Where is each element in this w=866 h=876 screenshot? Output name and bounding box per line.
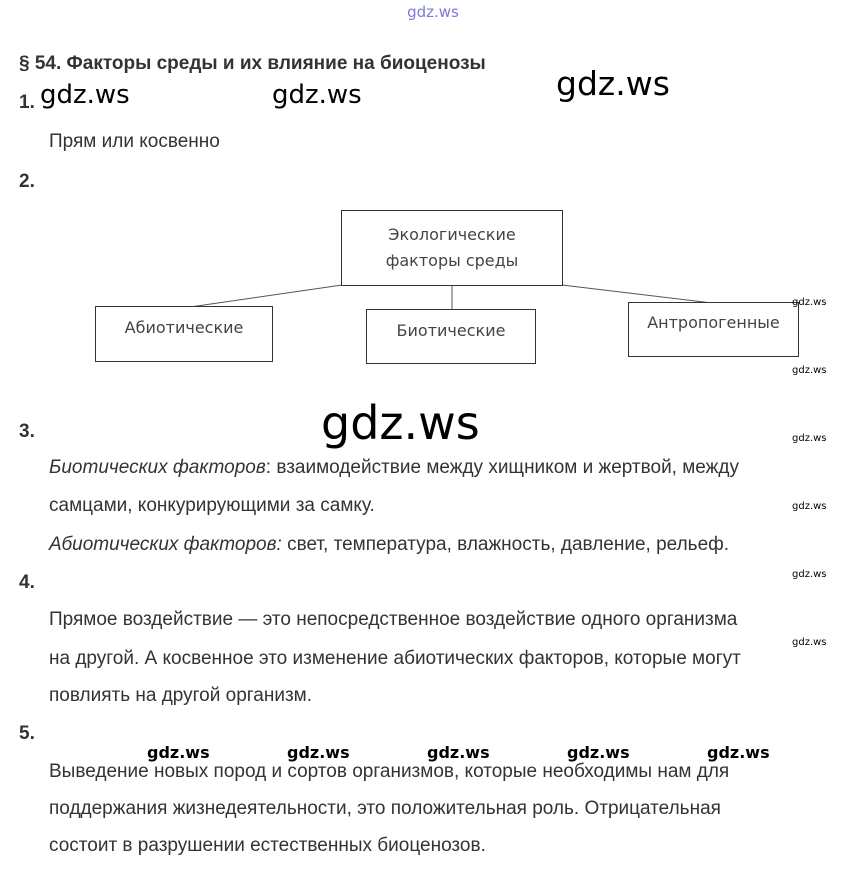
watermark-small: gdz.ws <box>792 637 827 648</box>
biotic-factors-examples: : взаимодействие между хищником и жертвой, между <box>265 457 739 478</box>
section-4-line-3: повлиять на другой организм. <box>49 685 313 706</box>
section-3-line-2: самцами, конкурирующими за самку. <box>49 495 375 516</box>
diagram-abiotic-label: Абиотические <box>124 318 244 337</box>
watermark: gdz.ws <box>147 743 210 762</box>
watermark: gdz.ws <box>707 743 770 762</box>
page-title: § 54. Факторы среды и их влияние на биоценозы <box>19 53 486 74</box>
watermark-small: gdz.ws <box>792 433 827 444</box>
watermark-small: gdz.ws <box>792 569 827 580</box>
abiotic-factors-term: Абиотических факторов: <box>49 534 282 555</box>
watermark: gdz.ws <box>40 80 130 110</box>
watermark: gdz.ws <box>287 743 350 762</box>
diagram-root-line1: Экологические <box>388 225 516 244</box>
diagram-box-biotic <box>366 309 536 364</box>
section-1-answer: Прям или косвенно <box>49 131 220 152</box>
section-3-line-1 <box>49 457 739 479</box>
section-number-4: 4. <box>19 572 35 593</box>
watermark-top: gdz.ws <box>407 3 459 21</box>
section-5-line-2: поддержания жизнедеятельности, это положительная роль. Отрицательная <box>49 798 721 819</box>
watermark: gdz.ws <box>567 743 630 762</box>
diagram-root-line2: факторы среды <box>385 251 519 270</box>
abiotic-factors-examples: свет, температура, влажность, давление, рельеф. <box>281 534 730 555</box>
watermark: gdz.ws <box>272 80 362 110</box>
section-number-5: 5. <box>19 723 35 744</box>
watermark: gdz.ws <box>556 64 670 103</box>
watermark-small: gdz.ws <box>792 297 827 308</box>
section-5-line-3: состоит в разрушении естественных биоценозов. <box>49 835 486 856</box>
watermark-small: gdz.ws <box>792 501 827 512</box>
diagram-anthropogenic-label: Антропогенные <box>647 313 780 332</box>
diagram-root-box <box>341 210 563 286</box>
section-3-line-3 <box>49 534 729 556</box>
biotic-factors-term: Биотических факторов <box>49 457 266 478</box>
section-5-line-1: Выведение новых пород и сортов организмов, которые необходимы нам для <box>49 761 730 782</box>
watermark-small: gdz.ws <box>792 365 827 376</box>
diagram-box-abiotic <box>95 306 273 362</box>
watermark-large: gdz.ws <box>321 396 480 450</box>
watermark: gdz.ws <box>427 743 490 762</box>
section-number-3: 3. <box>19 421 35 442</box>
section-number-1: 1. <box>19 92 35 113</box>
diagram-box-anthropogenic <box>628 302 799 357</box>
diagram-biotic-label: Биотические <box>396 321 506 340</box>
section-4-line-1: Прямое воздействие — это непосредственное воздействие одного организма <box>49 609 738 630</box>
section-number-2: 2. <box>19 171 35 192</box>
section-4-line-2: на другой. А косвенное это изменение абиотических факторов, которые могут <box>49 648 741 669</box>
